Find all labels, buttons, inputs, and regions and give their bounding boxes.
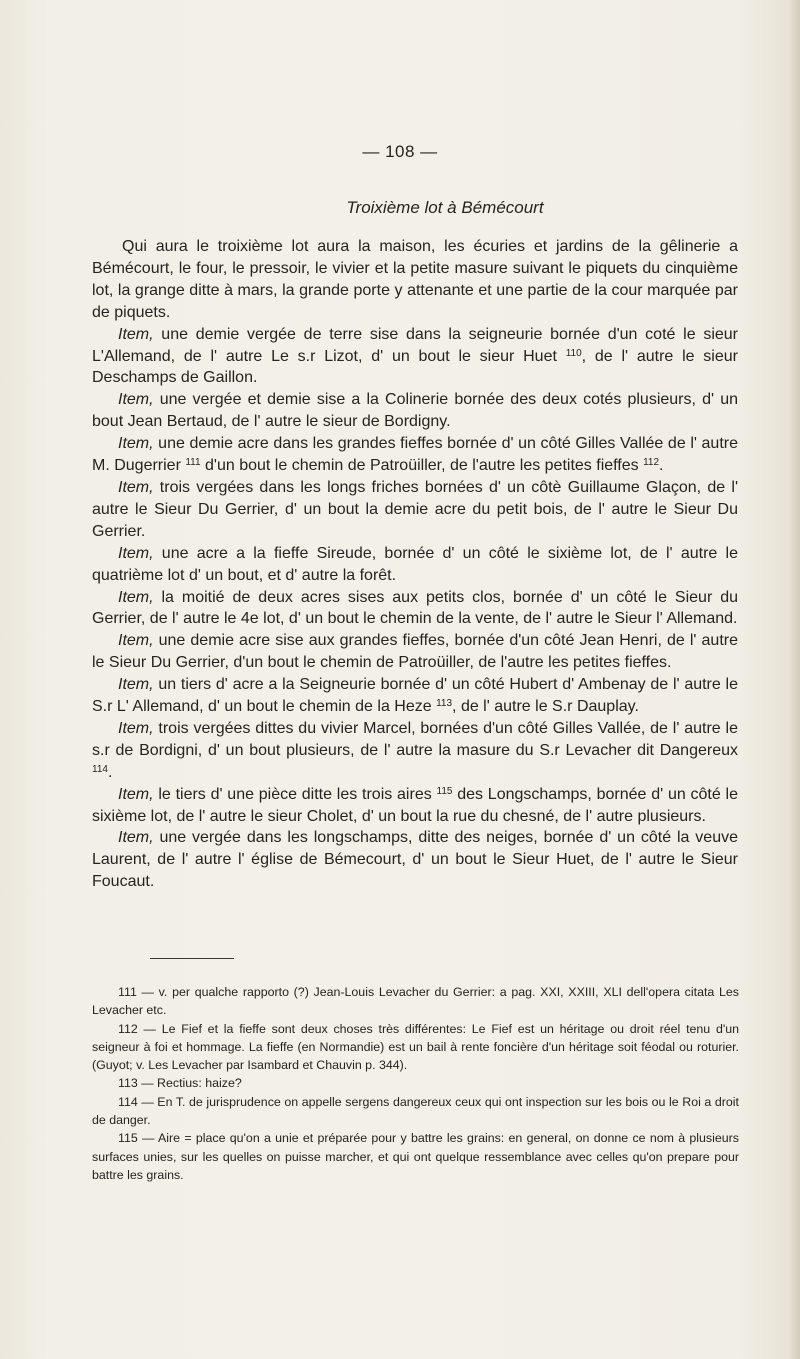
footnote-ref: 113 xyxy=(436,698,453,710)
paragraph-intro xyxy=(92,236,738,324)
paragraph-text: trois vergées dittes du vivier Marcel, bornées d'un côté Gilles Vallée, de l' autre le s.r de Bordigni, d' un bout plusieurs, de l' autre la masure du S.r Levacher dit Dangereux xyxy=(92,719,738,759)
footnote-111: 111 — v. per qualche rapporto (?) Jean-Louis Levacher du Gerrier: a pag. XXI, XXIII, XLI dell'opera citata Les Levacher etc. xyxy=(92,985,739,1018)
page-edge-shadow xyxy=(788,0,800,1359)
paragraph-item xyxy=(92,827,738,893)
paragraph-item xyxy=(92,433,738,477)
footnote-114: 114 — En T. de jurisprudence on appelle sergens dangereux ceux qui ont inspection sur les bois ou le Roi a droit de danger. xyxy=(92,1094,739,1128)
paragraph-text: une demie acre sise aux grandes fieffes, bornée d'un côté Jean Henri, de l' autre le Sieur Du Gerrier, d'un bout le chemin de Patroüiller, de l'autre les petites fieffes. xyxy=(92,632,738,672)
paragraph-text-tail: . xyxy=(107,763,113,781)
body-text xyxy=(92,236,738,893)
paragraph-text: un tiers d' acre a la Seigneurie bornée d' un côté Hubert d' Ambenay de l' autre le S.r L' Allemand, d' un bout le chemin de la Heze xyxy=(92,676,738,716)
footnotes xyxy=(92,983,739,1184)
footnote-ref: 110 xyxy=(565,347,582,359)
paragraph-item xyxy=(92,587,738,631)
item-label: Item, xyxy=(118,588,154,606)
footnote-divider xyxy=(150,958,234,959)
paragraph-text-tail: des Longschamps, bornée d' un côté le sixième lot, de l' autre le sieur Cholet, d' un bout la rue du chesné, de l' autre plusieurs. xyxy=(92,785,738,825)
paragraph-text-tail: , de l' autre le sieur Deschamps de Gaillon. xyxy=(92,347,738,387)
paragraph-item xyxy=(92,718,738,784)
footnote-112: 112 — Le Fief et la fieffe sont deux choses très différentes: Le Fief est un héritage ou droit réel tenu d'un seigneur à foi et hommage. La fieffe (en Normandie) est un bail à rente foncière d'un héritage soit féodal ou roturier. (Guyot; v. Les Levacher par Isambard et Chauvin p. 344). xyxy=(92,1021,739,1073)
item-label: Item, xyxy=(118,719,154,737)
paragraph-text-tail: . xyxy=(659,457,664,475)
paragraph-text: une demie acre dans les grandes fieffes bornée d' un côté Gilles Vallée de l' autre M. Dugerrier xyxy=(92,435,738,475)
footnote-ref: 115 xyxy=(436,785,453,797)
item-label: Item, xyxy=(118,676,154,694)
footnote-113: 113 — Rectius: haize? xyxy=(118,1076,242,1091)
paragraph-item xyxy=(92,674,738,718)
paragraph-text: le tiers d' une pièce ditte les trois aires xyxy=(153,785,437,803)
page-number: — 108 — xyxy=(362,142,438,161)
item-label: Item, xyxy=(118,829,154,847)
item-label: Item, xyxy=(118,325,154,343)
paragraph-item xyxy=(92,543,738,587)
item-label: Item, xyxy=(118,391,154,409)
footnote-115: 115 — Aire = place qu'on a unie et préparée pour y battre les grains: en general, on donne ce nom à plusieurs surfaces unies, sur les quelles on puisse marcher, et qui ont quelque ressemblance avec celles qu'on prepare pour battre les grains. xyxy=(92,1131,739,1182)
footnote-ref: 114 xyxy=(92,763,108,775)
item-label: Item, xyxy=(118,632,154,650)
item-label: Item, xyxy=(118,478,154,496)
item-label: Item, xyxy=(118,785,154,803)
paragraph-text: une acre a la fieffe Sireude, bornée d' un côté le sixième lot, de l' autre le quatrième lot d' un bout, et d' autre la forêt. xyxy=(92,544,738,584)
paragraph-item xyxy=(92,324,738,390)
paragraph-text-tail: d'un bout le chemin de Patroüiller, de l'autre les petites fieffes xyxy=(200,457,644,475)
item-label: Item, xyxy=(118,544,154,562)
paragraph-text: la moitié de deux acres sises aux petits clos, bornée d' un côté le Sieur du Gerrier, de l' autre le 4e lot, d' un bout le chemin de la vente, de l' autre le Sieur l' Allemand. xyxy=(92,588,738,628)
footnote-ref: 111 xyxy=(185,457,201,469)
paragraph-text: une vergée et demie sise a la Colinerie bornée des deux cotés plusieurs, d' un bout Jean Bertaud, de l' autre le sieur de Bordigny. xyxy=(92,391,738,431)
paragraph-item xyxy=(92,477,738,543)
footnote-ref: 112 xyxy=(643,457,660,469)
paragraph-item xyxy=(92,630,738,674)
paragraph-text: une vergée dans les longschamps, ditte des neiges, bornée d' un côté la veuve Laurent, de l' autre l' église de Bémecourt, d' un bout le Sieur Huet, de l' autre le Sieur Foucaut. xyxy=(92,829,738,891)
paragraph-text: une demie vergée de terre sise dans la seigneurie bornée d'un coté le sieur L'Allemand, de l' autre Le s.r Lizot, d' un bout le sieur Huet xyxy=(92,325,738,365)
paragraph-item xyxy=(92,784,738,828)
item-label: Item, xyxy=(118,435,154,453)
paragraph-text: trois vergées dans les longs friches bornées d' un côtè Guillaume Glaçon, de l' autre le Sieur Du Gerrier, d' un bout la demie acre du petit bois, de l' autre le Sieur Du Gerrier. xyxy=(92,478,738,540)
paragraph-item xyxy=(92,389,738,433)
section-title: Troixième lot à Bémécourt xyxy=(346,198,544,217)
paragraph-text: Qui aura le troixième lot aura la maison, les écuries et jardins de la gêlinerie a Bémécourt, le four, le pressoir, le vivier et la petite masure suivant le piquets du cinquième lot, la grange ditte à mars, la grande porte y attenante et une partie de la cour marquée par de piquets. xyxy=(92,238,738,321)
paragraph-text-tail: , de l' autre le S.r Dauplay. xyxy=(452,698,639,716)
